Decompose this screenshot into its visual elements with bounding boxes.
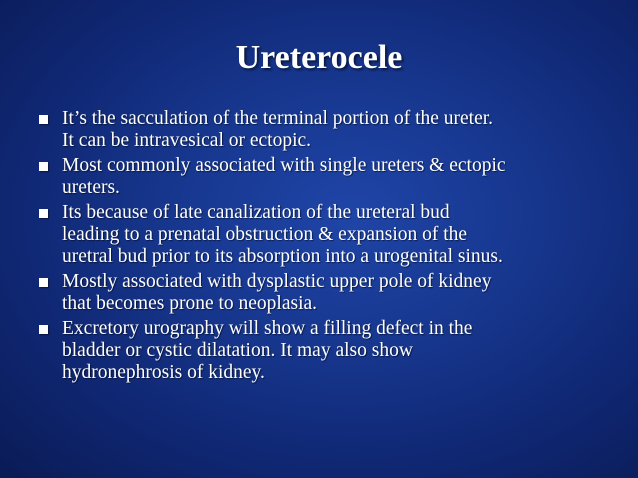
bullet-text-line: bladder or cystic dilatation. It may also show	[62, 340, 413, 361]
bullet-item	[38, 318, 613, 384]
slide-title: Ureterocele	[235, 39, 403, 76]
bullet-text-line: Mostly associated with dysplastic upper pole of kidney	[62, 271, 492, 292]
bullet-item	[38, 271, 613, 315]
bullet-text-line: Its because of late canalization of the ureteral bud	[62, 202, 450, 223]
square-bullet-icon	[39, 278, 48, 287]
bullet-text-line: hydronephrosis of kidney.	[62, 362, 265, 383]
square-bullet-icon	[39, 325, 48, 334]
bullet-text-line: ureters.	[62, 177, 120, 198]
bullet-text-line: that becomes prone to neoplasia.	[62, 293, 318, 314]
square-bullet-icon	[39, 209, 48, 218]
bullet-text-line: It’s the sacculation of the terminal portion of the ureter.	[62, 108, 494, 129]
bullet-item	[38, 202, 613, 268]
square-bullet-icon	[39, 162, 48, 171]
bullet-text-line: leading to a prenatal obstruction & expansion of the	[62, 224, 468, 245]
bullet-list	[38, 108, 613, 387]
bullet-item	[38, 155, 613, 199]
bullet-item	[38, 108, 613, 152]
square-bullet-icon	[39, 115, 48, 124]
bullet-text-line: Excretory urography will show a filling defect in the	[62, 318, 473, 339]
bullet-text-line: Most commonly associated with single ureters & ectopic	[62, 155, 506, 176]
bullet-text-line: It can be intravesical or ectopic.	[62, 130, 312, 151]
bullet-text-line: uretral bud prior to its absorption into a urogenital sinus.	[62, 246, 503, 267]
